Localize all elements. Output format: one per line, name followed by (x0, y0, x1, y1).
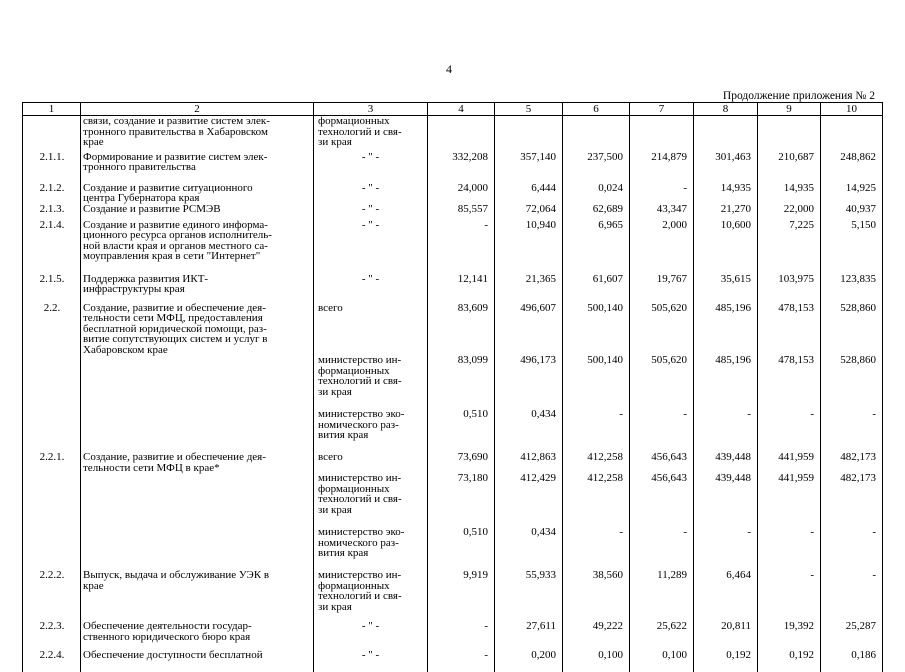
value-cell (821, 116, 883, 152)
value-cell: - (630, 527, 694, 570)
value-cell: 85,557 (428, 204, 495, 220)
header-cell: 5 (495, 103, 563, 116)
row-source: - " - (314, 274, 428, 303)
value-cell: 21,270 (694, 204, 758, 220)
row-name (81, 473, 314, 527)
value-cell: 482,173 (821, 452, 883, 473)
value-cell (694, 116, 758, 152)
value-cell: 528,860 (821, 355, 883, 409)
value-cell: 485,196 (694, 303, 758, 356)
row-name: Создание и развитие РСМЭВ (81, 204, 314, 220)
row-code: 2.2. (23, 303, 81, 356)
value-cell: 19,767 (630, 274, 694, 303)
row-code (23, 527, 81, 570)
row-code: 2.2.4. (23, 650, 81, 672)
value-cell: - (821, 409, 883, 452)
row-code: 2.1.2. (23, 183, 81, 204)
value-cell: - (694, 527, 758, 570)
value-cell: 2,000 (630, 220, 694, 274)
header-cell: 7 (630, 103, 694, 116)
row-name (81, 355, 314, 409)
row-name: Обеспечение доступности бесплатной (81, 650, 314, 672)
value-cell: 61,607 (563, 274, 630, 303)
value-cell: 439,448 (694, 452, 758, 473)
row-code: 2.2.1. (23, 452, 81, 473)
row-source: министерство ин- формационных технологий и свя- зи края (314, 570, 428, 621)
row-code: 2.1.4. (23, 220, 81, 274)
row-name (81, 409, 314, 452)
value-cell: 248,862 (821, 152, 883, 183)
value-cell: 123,835 (821, 274, 883, 303)
value-cell: 7,225 (758, 220, 821, 274)
value-cell: 0,186 (821, 650, 883, 672)
value-cell: 214,879 (630, 152, 694, 183)
table-row (23, 473, 883, 527)
value-cell: 441,959 (758, 473, 821, 527)
header-cell: 9 (758, 103, 821, 116)
value-cell: 14,925 (821, 183, 883, 204)
value-cell: 500,140 (563, 355, 630, 409)
value-cell: 62,689 (563, 204, 630, 220)
table-row (23, 452, 883, 473)
value-cell: 35,615 (694, 274, 758, 303)
value-cell: 485,196 (694, 355, 758, 409)
value-cell: 478,153 (758, 355, 821, 409)
row-code (23, 355, 81, 409)
row-source: министерство ин- формационных технологий и свя- зи края (314, 473, 428, 527)
value-cell: 505,620 (630, 303, 694, 356)
row-code (23, 409, 81, 452)
table-row (23, 355, 883, 409)
value-cell: 19,392 (758, 621, 821, 650)
value-cell: 237,500 (563, 152, 630, 183)
value-cell: - (428, 650, 495, 672)
table-row (23, 116, 883, 152)
value-cell: - (758, 570, 821, 621)
value-cell: 439,448 (694, 473, 758, 527)
value-cell: 0,100 (563, 650, 630, 672)
row-name: Поддержка развития ИКТ- инфраструктуры края (81, 274, 314, 303)
value-cell: 301,463 (694, 152, 758, 183)
value-cell: 73,180 (428, 473, 495, 527)
value-cell: 24,000 (428, 183, 495, 204)
value-cell: - (563, 527, 630, 570)
value-cell (630, 116, 694, 152)
row-code: 2.2.3. (23, 621, 81, 650)
value-cell: 496,173 (495, 355, 563, 409)
value-cell: 412,429 (495, 473, 563, 527)
value-cell: 6,444 (495, 183, 563, 204)
value-cell: 14,935 (758, 183, 821, 204)
table-row (23, 303, 883, 356)
row-code: 2.1.1. (23, 152, 81, 183)
header-cell: 10 (821, 103, 883, 116)
row-source: - " - (314, 220, 428, 274)
header-cell: 8 (694, 103, 758, 116)
table-row (23, 650, 883, 672)
header-row (23, 103, 883, 116)
value-cell: 49,222 (563, 621, 630, 650)
value-cell: 20,811 (694, 621, 758, 650)
row-source: - " - (314, 152, 428, 183)
table-row (23, 204, 883, 220)
value-cell: 25,287 (821, 621, 883, 650)
value-cell: 43,347 (630, 204, 694, 220)
value-cell: 21,365 (495, 274, 563, 303)
row-source: всего (314, 452, 428, 473)
header-cell: 4 (428, 103, 495, 116)
budget-table (22, 102, 883, 672)
table-row (23, 621, 883, 650)
value-cell: 456,643 (630, 473, 694, 527)
value-cell: 0,200 (495, 650, 563, 672)
value-cell: 0,100 (630, 650, 694, 672)
value-cell: - (821, 527, 883, 570)
row-name: Формирование и развитие систем элек- тронного правительства (81, 152, 314, 183)
value-cell: 5,150 (821, 220, 883, 274)
value-cell: 6,464 (694, 570, 758, 621)
value-cell: 0,434 (495, 527, 563, 570)
header-cell: 2 (81, 103, 314, 116)
value-cell: 10,940 (495, 220, 563, 274)
value-cell: 103,975 (758, 274, 821, 303)
page-number: 4 (446, 62, 452, 76)
row-name: Выпуск, выдача и обслуживание УЭК в крае (81, 570, 314, 621)
row-code (23, 473, 81, 527)
header-cell: 1 (23, 103, 81, 116)
table-row (23, 183, 883, 204)
value-cell: - (630, 409, 694, 452)
row-source: министерство эко- номического раз- вития края (314, 409, 428, 452)
row-code: 2.1.3. (23, 204, 81, 220)
row-name: Создание и развитие единого информа- ционного ресурса органов исполнитель- ной власти края и органов местного са- моуправления края в сети "Интернет" (81, 220, 314, 274)
row-source: - " - (314, 621, 428, 650)
row-name: связи, создание и развитие систем элек- тронного правительства в Хабаровском крае (81, 116, 314, 152)
row-name (81, 527, 314, 570)
value-cell (428, 116, 495, 152)
value-cell: 357,140 (495, 152, 563, 183)
row-source: министерство эко- номического раз- вития края (314, 527, 428, 570)
value-cell: 478,153 (758, 303, 821, 356)
value-cell: 482,173 (821, 473, 883, 527)
row-code: 2.2.2. (23, 570, 81, 621)
value-cell: 72,064 (495, 204, 563, 220)
row-source: всего (314, 303, 428, 356)
table-row (23, 570, 883, 621)
value-cell: 412,258 (563, 452, 630, 473)
value-cell: 441,959 (758, 452, 821, 473)
row-source: формационных технологий и свя- зи края (314, 116, 428, 152)
row-code: 2.1.5. (23, 274, 81, 303)
value-cell: 528,860 (821, 303, 883, 356)
value-cell (758, 116, 821, 152)
value-cell: 0,510 (428, 409, 495, 452)
value-cell: 0,024 (563, 183, 630, 204)
table-row (23, 152, 883, 183)
value-cell: - (758, 409, 821, 452)
row-name: Создание и развитие ситуационного центра Губернатора края (81, 183, 314, 204)
value-cell: 505,620 (630, 355, 694, 409)
value-cell: - (758, 527, 821, 570)
value-cell: 6,965 (563, 220, 630, 274)
value-cell: 27,611 (495, 621, 563, 650)
value-cell: 12,141 (428, 274, 495, 303)
value-cell: 22,000 (758, 204, 821, 220)
value-cell: 500,140 (563, 303, 630, 356)
value-cell: 55,933 (495, 570, 563, 621)
value-cell: 38,560 (563, 570, 630, 621)
value-cell: 9,919 (428, 570, 495, 621)
value-cell: 456,643 (630, 452, 694, 473)
value-cell: 332,208 (428, 152, 495, 183)
value-cell: - (630, 183, 694, 204)
value-cell: - (694, 409, 758, 452)
value-cell: 10,600 (694, 220, 758, 274)
row-name: Создание, развитие и обеспечение дея- тельности сети МФЦ в крае* (81, 452, 314, 473)
value-cell: - (821, 570, 883, 621)
table-row (23, 527, 883, 570)
value-cell: 496,607 (495, 303, 563, 356)
row-source: министерство ин- формационных технологий и свя- зи края (314, 355, 428, 409)
header-cell: 3 (314, 103, 428, 116)
value-cell: 0,192 (694, 650, 758, 672)
value-cell: 40,937 (821, 204, 883, 220)
row-name: Обеспечение деятельности государ- ственного юридического бюро края (81, 621, 314, 650)
row-name: Создание, развитие и обеспечение дея- тельности сети МФЦ, предоставления бесплатной юридической помощи, раз- витие сопутствующих систем и услуг в Хабаровском крае (81, 303, 314, 356)
header-cell: 6 (563, 103, 630, 116)
value-cell: 14,935 (694, 183, 758, 204)
value-cell (563, 116, 630, 152)
table-row (23, 274, 883, 303)
value-cell: 11,289 (630, 570, 694, 621)
table-row (23, 409, 883, 452)
value-cell: 0,192 (758, 650, 821, 672)
table-row (23, 220, 883, 274)
value-cell: - (428, 621, 495, 650)
value-cell: 412,258 (563, 473, 630, 527)
value-cell: 0,510 (428, 527, 495, 570)
continuation-caption: Продолжение приложения № 2 (722, 90, 875, 102)
value-cell: 73,690 (428, 452, 495, 473)
row-source: - " - (314, 204, 428, 220)
value-cell: 83,609 (428, 303, 495, 356)
value-cell: 25,622 (630, 621, 694, 650)
value-cell (495, 116, 563, 152)
value-cell: 412,863 (495, 452, 563, 473)
row-source: - " - (314, 183, 428, 204)
value-cell: - (563, 409, 630, 452)
value-cell: 83,099 (428, 355, 495, 409)
row-source: - " - (314, 650, 428, 672)
value-cell: 210,687 (758, 152, 821, 183)
row-code (23, 116, 81, 152)
value-cell: 0,434 (495, 409, 563, 452)
value-cell: - (428, 220, 495, 274)
